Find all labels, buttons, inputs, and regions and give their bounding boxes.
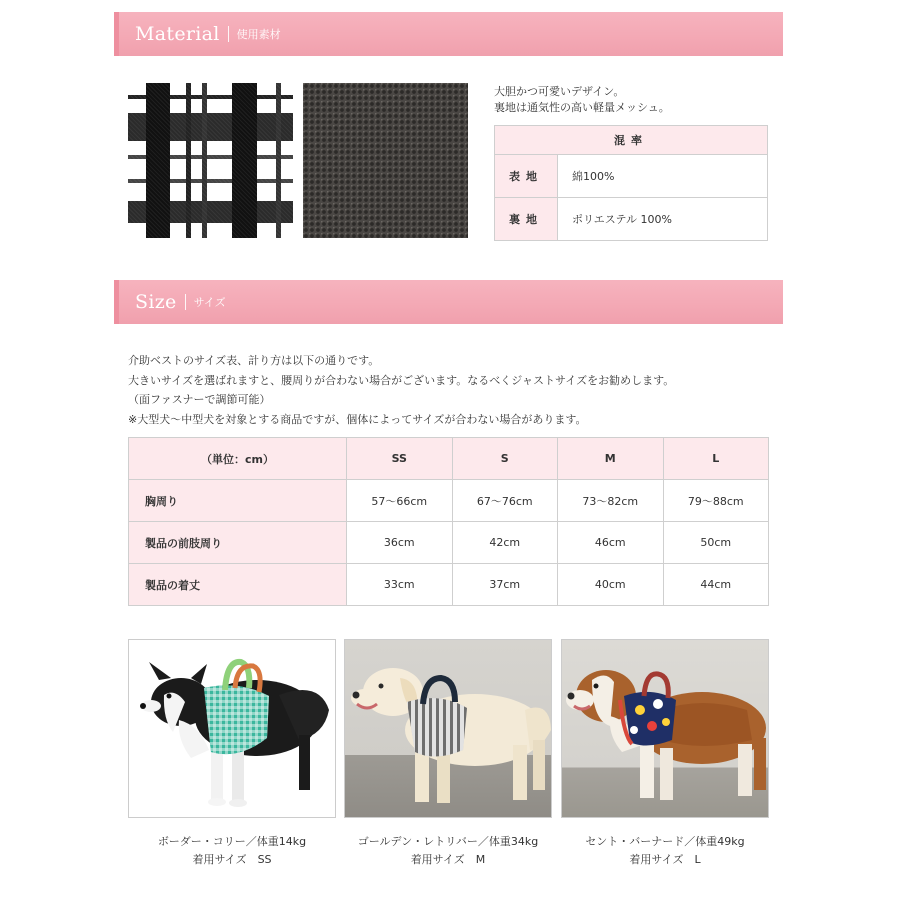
foreleg-girth-label: 製品の前肢周り: [129, 522, 347, 564]
size-column-s: S: [452, 438, 558, 480]
material-description-line-1: 大胆かつ可愛いデザイン。: [494, 85, 625, 98]
golden-retriever-photo: [344, 639, 552, 818]
size-title: Size: [135, 291, 177, 313]
composition-header: 混率: [495, 126, 768, 155]
size-column-ss: SS: [347, 438, 453, 480]
table-row: [129, 480, 769, 522]
lining-value: ポリエステル 100%: [558, 198, 768, 241]
chest-label: 胸周り: [129, 480, 347, 522]
header-divider: [228, 26, 229, 42]
mesh-fabric-swatch: [303, 83, 468, 238]
size-column-m: M: [558, 438, 664, 480]
size-subtitle: サイズ: [193, 296, 226, 309]
material-title: Material: [135, 23, 220, 45]
table-cell: 50cm: [663, 522, 769, 564]
table-cell: 46cm: [558, 522, 664, 564]
lining-label: 裏地: [495, 198, 558, 241]
table-cell: 36cm: [347, 522, 453, 564]
caption-breed: ゴールデン・レトリバー／体重34kg: [357, 835, 539, 848]
material-description-line-2: 裏地は通気性の高い軽量メッシュ。: [494, 101, 670, 114]
size-section-header: [114, 280, 783, 324]
table-row: [129, 522, 769, 564]
caption-size: 着用サイズ M: [410, 853, 486, 866]
size-notes: [128, 351, 674, 429]
table-cell: 79〜88cm: [663, 480, 769, 522]
material-section-header: [114, 12, 783, 56]
caption-size: 着用サイズ L: [629, 853, 701, 866]
table-cell: 67〜76cm: [452, 480, 558, 522]
outer-fabric-value: 綿100%: [558, 155, 768, 198]
caption-size: 着用サイズ SS: [192, 853, 272, 866]
photo-caption-border-collie: [128, 833, 336, 869]
saint-bernard-photo: [561, 639, 769, 818]
table-cell: 42cm: [452, 522, 558, 564]
table-cell: 40cm: [558, 564, 664, 606]
table-cell: 73〜82cm: [558, 480, 664, 522]
caption-breed: セント・バーナード／体重49kg: [585, 835, 745, 848]
caption-breed: ボーダー・コリー／体重14kg: [157, 835, 307, 848]
size-note: 介助ベストのサイズ表、計り方は以下の通りです。: [128, 354, 380, 367]
table-header-row: [129, 438, 769, 480]
header-divider: [185, 294, 186, 310]
size-note: 大きいサイズを選ばれますと、腰周りが合わない場合がございます。なるべくジャストサイズをお勧めします。: [128, 373, 675, 387]
table-cell: 57〜66cm: [347, 480, 453, 522]
length-label: 製品の着丈: [129, 564, 347, 606]
material-composition-table: [494, 125, 768, 241]
photo-caption-golden-retriever: [344, 833, 552, 869]
table-cell: 33cm: [347, 564, 453, 606]
table-cell: 37cm: [452, 564, 558, 606]
size-chart-table: [128, 437, 769, 606]
unit-header: （単位：cm）: [129, 438, 347, 480]
table-cell: 44cm: [663, 564, 769, 606]
border-collie-photo: [128, 639, 336, 818]
material-subtitle: 使用素材: [236, 28, 281, 41]
size-column-l: L: [663, 438, 769, 480]
table-row: [129, 564, 769, 606]
table-row: [495, 198, 768, 241]
outer-fabric-label: 表地: [495, 155, 558, 198]
photo-caption-saint-bernard: [561, 833, 769, 869]
plaid-fabric-swatch: [128, 83, 293, 238]
size-note: ※大型犬～中型犬を対象とする商品ですが、個体によってサイズが合わない場合があります。: [128, 412, 587, 426]
size-note: （面ファスナーで調節可能）: [128, 393, 271, 406]
table-row: [495, 155, 768, 198]
